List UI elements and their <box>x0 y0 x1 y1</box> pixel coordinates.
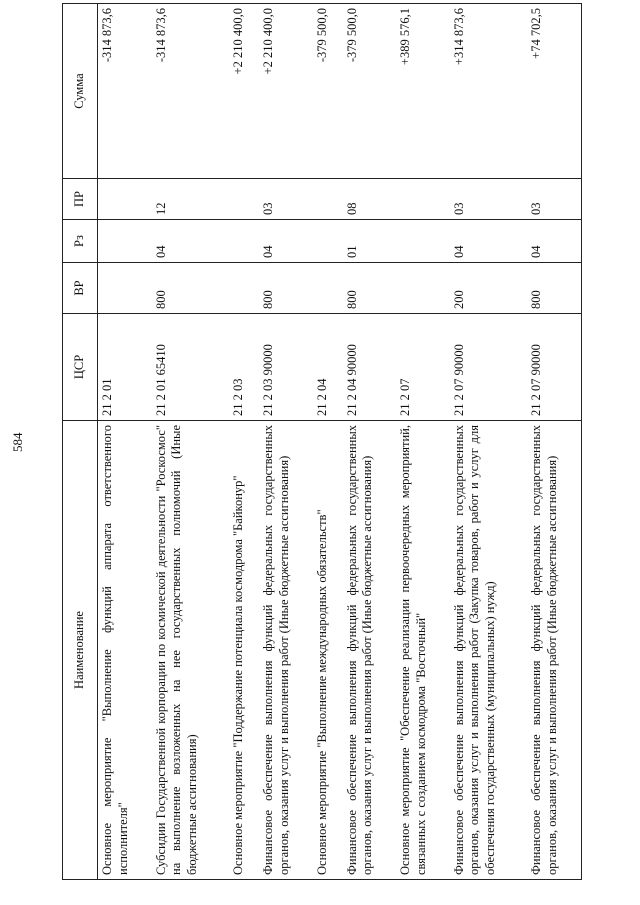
row-vr <box>98 263 152 314</box>
row-csr: 21 2 07 <box>396 314 450 421</box>
row-vr <box>229 263 259 314</box>
row-vr: 800 <box>343 263 397 314</box>
header-csr: ЦСР <box>63 314 98 421</box>
row-csr: 21 2 03 90000 <box>259 314 313 421</box>
row-name: Основное мероприятие "Выполнение функций аппарата ответственного исполнителя" <box>98 421 152 880</box>
header-vr: ВР <box>63 263 98 314</box>
row-pr: 03 <box>527 179 581 220</box>
row-pr: 03 <box>259 179 313 220</box>
row-name: Финансовое обеспечение выполнения функций федеральных государственных органов, оказания услуг и выполнения работ (Закупка товаров, работ и услуг для обеспечения государственных (муниципальных) нужд) <box>450 421 527 880</box>
row-rz: 04 <box>152 220 229 263</box>
table-row <box>98 4 152 880</box>
rotated-page-content <box>62 8 582 880</box>
row-pr <box>229 179 259 220</box>
row-sum: +2 210 400,0 <box>229 4 259 179</box>
row-csr: 21 2 01 <box>98 314 152 421</box>
row-vr: 800 <box>259 263 313 314</box>
row-vr <box>313 263 343 314</box>
row-rz <box>229 220 259 263</box>
row-rz: 04 <box>259 220 313 263</box>
row-pr <box>313 179 343 220</box>
row-csr: 21 2 04 90000 <box>343 314 397 421</box>
row-csr: 21 2 04 <box>313 314 343 421</box>
row-vr: 800 <box>527 263 581 314</box>
row-rz <box>396 220 450 263</box>
budget-table <box>62 3 582 880</box>
row-csr: 21 2 07 90000 <box>527 314 581 421</box>
header-name: Наименование <box>63 421 98 880</box>
row-csr: 21 2 01 65410 <box>152 314 229 421</box>
table-header-row <box>63 4 98 880</box>
row-vr: 800 <box>152 263 229 314</box>
row-rz <box>313 220 343 263</box>
row-pr <box>98 179 152 220</box>
row-vr: 200 <box>450 263 527 314</box>
row-sum: -314 873,6 <box>98 4 152 179</box>
table-row <box>259 4 313 880</box>
table-row <box>527 4 581 880</box>
row-name: Основное мероприятие "Выполнение международных обязательств" <box>313 421 343 880</box>
row-name: Основное мероприятие "Обеспечение реализации первоочередных мероприятий, связанных с созданием космодрома "Восточный" <box>396 421 450 880</box>
row-sum: +314 873,6 <box>450 4 527 179</box>
row-sum: +2 210 400,0 <box>259 4 313 179</box>
row-csr: 21 2 03 <box>229 314 259 421</box>
row-rz: 01 <box>343 220 397 263</box>
row-name: Основное мероприятие "Поддержание потенциала космодрома "Байконур" <box>229 421 259 880</box>
row-pr: 12 <box>152 179 229 220</box>
table-row <box>229 4 259 880</box>
row-name: Финансовое обеспечение выполнения функций федеральных государственных органов, оказания услуг и выполнения работ (Иные бюджетные ассигнования) <box>259 421 313 880</box>
row-name: Финансовое обеспечение выполнения функций федеральных государственных органов, оказания услуг и выполнения работ (Иные бюджетные ассигнования) <box>527 421 581 880</box>
header-pr: ПР <box>63 179 98 220</box>
row-rz <box>98 220 152 263</box>
row-pr <box>396 179 450 220</box>
row-pr: 03 <box>450 179 527 220</box>
row-name: Финансовое обеспечение выполнения функций федеральных государственных органов, оказания услуг и выполнения работ (Иные бюджетные ассигнования) <box>343 421 397 880</box>
header-rz: Рз <box>63 220 98 263</box>
row-vr <box>396 263 450 314</box>
table-row <box>313 4 343 880</box>
row-rz: 04 <box>450 220 527 263</box>
table-row <box>343 4 397 880</box>
table-row <box>396 4 450 880</box>
row-sum: -379 500,0 <box>313 4 343 179</box>
row-csr: 21 2 07 90000 <box>450 314 527 421</box>
header-sum: Сумма <box>63 4 98 179</box>
row-name: Субсидии Государственной корпорации по космической деятельности "Роскосмос" на выполнение возложенных на нее государственных полномочий (Иные бюджетные ассигнования) <box>152 421 229 880</box>
row-rz: 04 <box>527 220 581 263</box>
row-pr: 08 <box>343 179 397 220</box>
row-sum: +74 702,5 <box>527 4 581 179</box>
row-sum: +389 576,1 <box>396 4 450 179</box>
row-sum: -379 500,0 <box>343 4 397 179</box>
table-row <box>152 4 229 880</box>
row-sum: -314 873,6 <box>152 4 229 179</box>
table-row <box>450 4 527 880</box>
